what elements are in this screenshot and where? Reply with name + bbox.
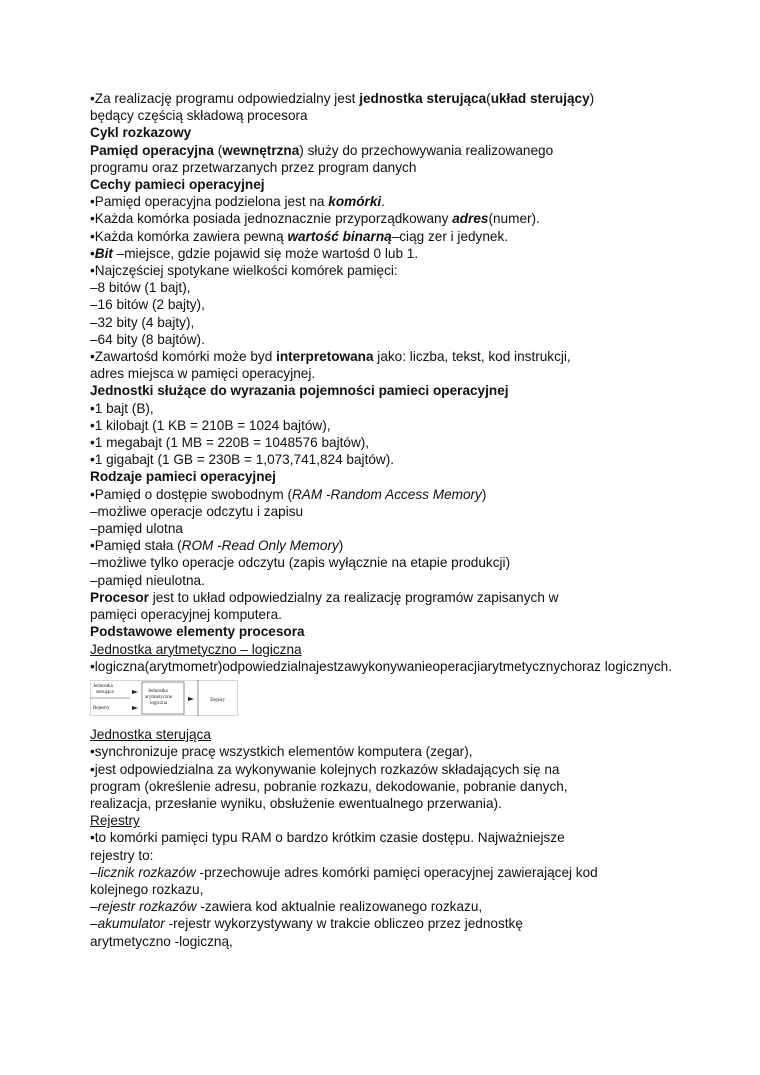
list-item-cont: arytmetyczno -logiczną,: [90, 933, 233, 949]
diagram-alu-1: Jednostka: [148, 688, 168, 694]
paragraph-procesor-cont: pamięci operacyjnej komputera.: [90, 607, 282, 623]
list-item: •Pamięd stała (ROM -Read Only Memory): [90, 538, 344, 554]
list-item: •Bit –miejsce, gdzie pojawid się może wartośd 0 lub 1.: [90, 245, 419, 261]
diagram-box-sterujaca: Jednostka: [93, 683, 113, 689]
list-item-cont: program (określenie adresu, pobranie rozkazu, dekodowanie, pobranie danych,: [90, 778, 568, 794]
list-item: •Każda komórka posiada jednoznacznie przyporządkowany adres(numer).: [90, 211, 540, 227]
paragraph-pamiec: Pamięd operacyjna (wewnętrzna) służy do przechowywania realizowanego: [90, 142, 554, 158]
arrow-icon: [132, 706, 138, 710]
diagram-alu-2: arytmetyczno: [145, 694, 173, 700]
paragraph-alu: •logiczna(arytmometr)odpowiedzialnajestzawykonywanieoperacjiarytmetycznychoraz logicznych.: [90, 658, 672, 674]
arrow-icon: [188, 697, 194, 701]
list-item: –pamięd nieulotna.: [90, 572, 205, 588]
list-item: •Pamięd o dostępie swobodnym (RAM -Random Access Memory): [90, 486, 487, 502]
subheading-jednostka-sterujaca: Jednostka sterująca: [90, 727, 211, 743]
heading-podstawowe: Podstawowe elementy procesora: [90, 624, 305, 640]
subheading-alu: Jednostka arytmetyczno – logiczna: [90, 641, 302, 657]
list-item-cont: kolejnego rozkazu,: [90, 881, 204, 897]
list-item: –akumulator -rejestr wykorzystywany w trakcie obliczeo przez jednostkę: [90, 916, 523, 932]
list-item: –16 bitów (2 bajty),: [90, 297, 205, 313]
diagram-box-out: Zegisty: [210, 697, 225, 703]
list-item: –licznik rozkazów -przechowuje adres komórki pamięci operacyjnej zawierającej kod: [90, 864, 598, 880]
heading-jednostki: Jednostki służące do wyrazania pojemności pamieci operacyjnej: [90, 383, 509, 399]
list-item: •Każda komórka zawiera pewną wartość binarną–ciąg zer i jedynek.: [90, 228, 509, 244]
list-item: –64 bity (8 bajtów).: [90, 331, 205, 347]
paragraph-procesor: Procesor jest to układ odpowiedzialny za realizację programów zapisanych w: [90, 589, 559, 605]
list-item: •1 megabajt (1 MB = 220B = 1048576 bajtów),: [90, 435, 370, 451]
list-item: •1 gigabajt (1 GB = 230B = 1,073,741,824 bajtów).: [90, 452, 395, 468]
list-item: •to komórki pamięci typu RAM o bardzo krótkim czasie dostępu. Najważniejsze: [90, 830, 565, 846]
list-item: •Najczęściej spotykane wielkości komórek pamięci:: [90, 263, 398, 279]
list-item-cont: rejestry to:: [90, 847, 154, 863]
document-page: [90, 90, 680, 950]
paragraph-pamiec-cont: programu oraz przetwarzanych przez program danych: [90, 159, 417, 175]
list-item: –możliwe tylko operacje odczytu (zapis wyłącznie na etapie produkcji): [90, 555, 511, 571]
list-item: –pamięd ulotna: [90, 521, 183, 537]
arrow-icon: [132, 690, 138, 694]
list-item: –8 bitów (1 bajt),: [90, 280, 191, 296]
diagram-box-rejestry: Rejestry: [93, 705, 110, 711]
list-item: •1 kilobajt (1 KB = 210B = 1024 bajtów),: [90, 417, 331, 433]
heading-cechy: Cechy pamieci operacyjnej: [90, 177, 265, 193]
list-item: •1 bajt (B),: [90, 400, 154, 416]
list-item-cont: adres miejsca w pamięci operacyjnej.: [90, 366, 316, 382]
list-item: •Pamięd operacyjna podzielona jest na komórki.: [90, 194, 385, 210]
list-item-cont: realizacja, przesłanie wyniku, obsłużenie ewentualnego przerwania).: [90, 795, 502, 811]
list-item: –możliwe operacje odczytu i zapisu: [90, 503, 304, 519]
list-item: •Zawartośd komórki może byd interpretowana jako: liczba, tekst, kod instrukcji,: [90, 349, 571, 365]
heading-cykl: Cykl rozkazowy: [90, 125, 192, 141]
paragraph-intro-cont: będący częścią składową procesora: [90, 108, 308, 124]
paragraph-intro: •Za realizację programu odpowiedzialny jest jednostka sterująca(układ sterujący): [90, 91, 595, 106]
heading-rodzaje: Rodzaje pamieci operacyjnej: [90, 469, 276, 485]
diagram-alu-3: logiczna: [150, 700, 167, 706]
list-item: •synchronizuje pracę wszystkich elementów komputera (zegar),: [90, 744, 473, 760]
list-item: •jest odpowiedzialna za wykonywanie kolejnych rozkazów składających się na: [90, 761, 560, 777]
list-item: –32 bity (4 bajty),: [90, 314, 195, 330]
processor-diagram: [90, 680, 238, 716]
subheading-rejestry: Rejestry: [90, 813, 140, 829]
list-item: –rejestr rozkazów -zawiera kod aktualnie realizowanego rozkazu,: [90, 899, 483, 915]
diagram-box-sterujaca-2: sterująca: [96, 689, 114, 695]
